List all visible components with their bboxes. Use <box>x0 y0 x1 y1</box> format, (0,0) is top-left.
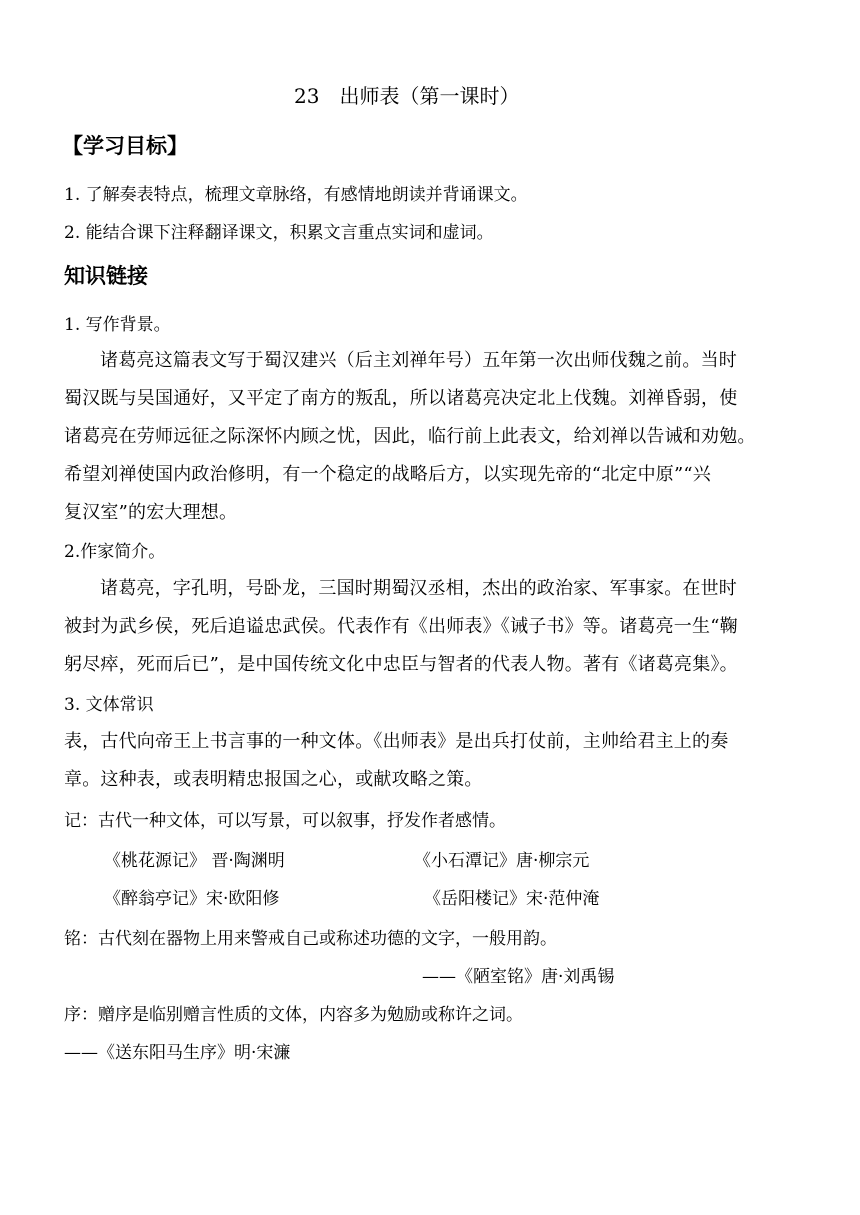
background-line: 诸葛亮这篇表文写于蜀汉建兴（后主刘禅年号）五年第一次出师伐魏之前。当时 <box>100 350 737 371</box>
background-line: 希望刘禅使国内政治修明，有一个稳定的战略后方，以实现先帝的“北定中原”“兴 <box>64 464 712 485</box>
ji-example: 《桃花源记》 晋·陶渊明 <box>104 851 285 871</box>
author-label: 2.作家简介。 <box>64 542 166 562</box>
genre-biao-line: 章。这种表，或表明精忠报国之心，或献攻略之策。 <box>64 769 483 790</box>
ji-example: 《醉翁亭记》宋·欧阳修 <box>104 889 280 909</box>
xu-example: ——《送东阳马生序》明·宋濂 <box>64 1043 291 1063</box>
page-title: 23 出师表（第一课时） <box>294 84 520 108</box>
background-label: 1. 写作背景。 <box>64 315 171 335</box>
background-line: 复汉室”的宏大理想。 <box>64 502 238 523</box>
goal-item: 1. 了解奏表特点，梳理文章脉络，有感情地朗读并背诵课文。 <box>64 185 528 205</box>
author-line: 躬尽瘁，死而后已”，是中国传统文化中忠臣与智者的代表人物。著有《诸葛亮集》。 <box>64 654 738 675</box>
knowledge-heading: 知识链接 <box>64 263 148 288</box>
genre-ji: 记：古代一种文体，可以写景，可以叙事，抒发作者感情。 <box>64 811 506 831</box>
goal-item: 2. 能结合课下注释翻译课文，积累文言重点实词和虚词。 <box>64 223 494 243</box>
author-line: 诸葛亮，字孔明，号卧龙，三国时期蜀汉丞相，杰出的政治家、军事家。在世时 <box>100 578 737 599</box>
ji-example: 《岳阳楼记》宋·范仲淹 <box>424 889 600 909</box>
author-line: 被封为武乡侯，死后追谥忠武侯。代表作有《出师表》《诫子书》等。诸葛亮一生“鞠 <box>64 616 738 637</box>
goals-heading: 【学习目标】 <box>62 133 188 158</box>
background-line: 诸葛亮在劳师远征之际深怀内顾之忧，因此，临行前上此表文，给刘禅以告诫和劝勉。 <box>64 426 756 447</box>
genre-xu: 序：赠序是临别赠言性质的文体，内容多为勉励或称许之词。 <box>64 1005 523 1025</box>
ji-example: 《小石潭记》唐·柳宗元 <box>414 851 590 871</box>
genre-label: 3. 文体常识 <box>64 695 154 715</box>
genre-biao-line: 表，古代向帝王上书言事的一种文体。《出师表》是出兵打仗前，主帅给君主上的奏 <box>64 731 729 752</box>
genre-ming: 铭：古代刻在器物上用来警戒自己或称述功德的文字，一般用韵。 <box>64 929 557 949</box>
ming-example: ——《陋室铭》唐·刘禹锡 <box>422 967 615 987</box>
background-line: 蜀汉既与吴国通好，又平定了南方的叛乱，所以诸葛亮决定北上伐魏。刘禅昏弱，使 <box>64 388 738 409</box>
